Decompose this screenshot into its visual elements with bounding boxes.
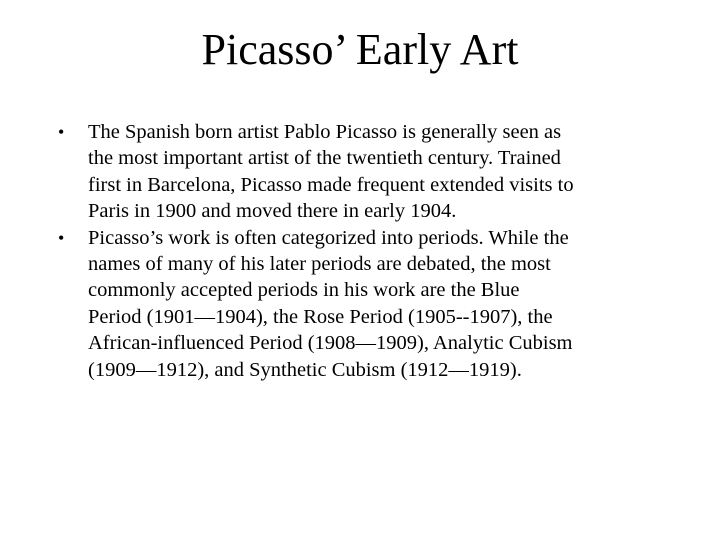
slide-title: Picasso’ Early Art bbox=[201, 25, 519, 74]
bullet-marker: • bbox=[58, 122, 65, 142]
bullet-line: (1909—1912), and Synthetic Cubism (1912—1919). bbox=[88, 358, 522, 381]
bullet-text bbox=[88, 225, 668, 383]
bullet-line: the most important artist of the twentieth century. Trained bbox=[88, 147, 561, 170]
bullet-line: Picasso’s work is often categorized into periods. While the bbox=[88, 226, 569, 249]
bullet-marker: • bbox=[58, 227, 65, 248]
bullet-text bbox=[88, 119, 668, 225]
bullet-list bbox=[58, 119, 668, 383]
bullet-line: names of many of his later periods are debated, the most bbox=[88, 253, 551, 276]
bullet-item bbox=[58, 225, 668, 383]
bullet-line: commonly accepted periods in his work are the Blue bbox=[88, 279, 520, 302]
bullet-line: The Spanish born artist Pablo Picasso is generally seen as bbox=[88, 121, 562, 143]
bullet-line: African-influenced Period (1908—1909), Analytic Cubism bbox=[88, 332, 573, 355]
bullet-line: Paris in 1900 and moved there in early 1904. bbox=[88, 200, 457, 223]
bullet-line: first in Barcelona, Picasso made frequent extended visits to bbox=[88, 173, 574, 196]
bullet-line: Period (1901—1904), the Rose Period (1905--1907), the bbox=[88, 305, 553, 328]
bullet-item bbox=[58, 119, 668, 225]
